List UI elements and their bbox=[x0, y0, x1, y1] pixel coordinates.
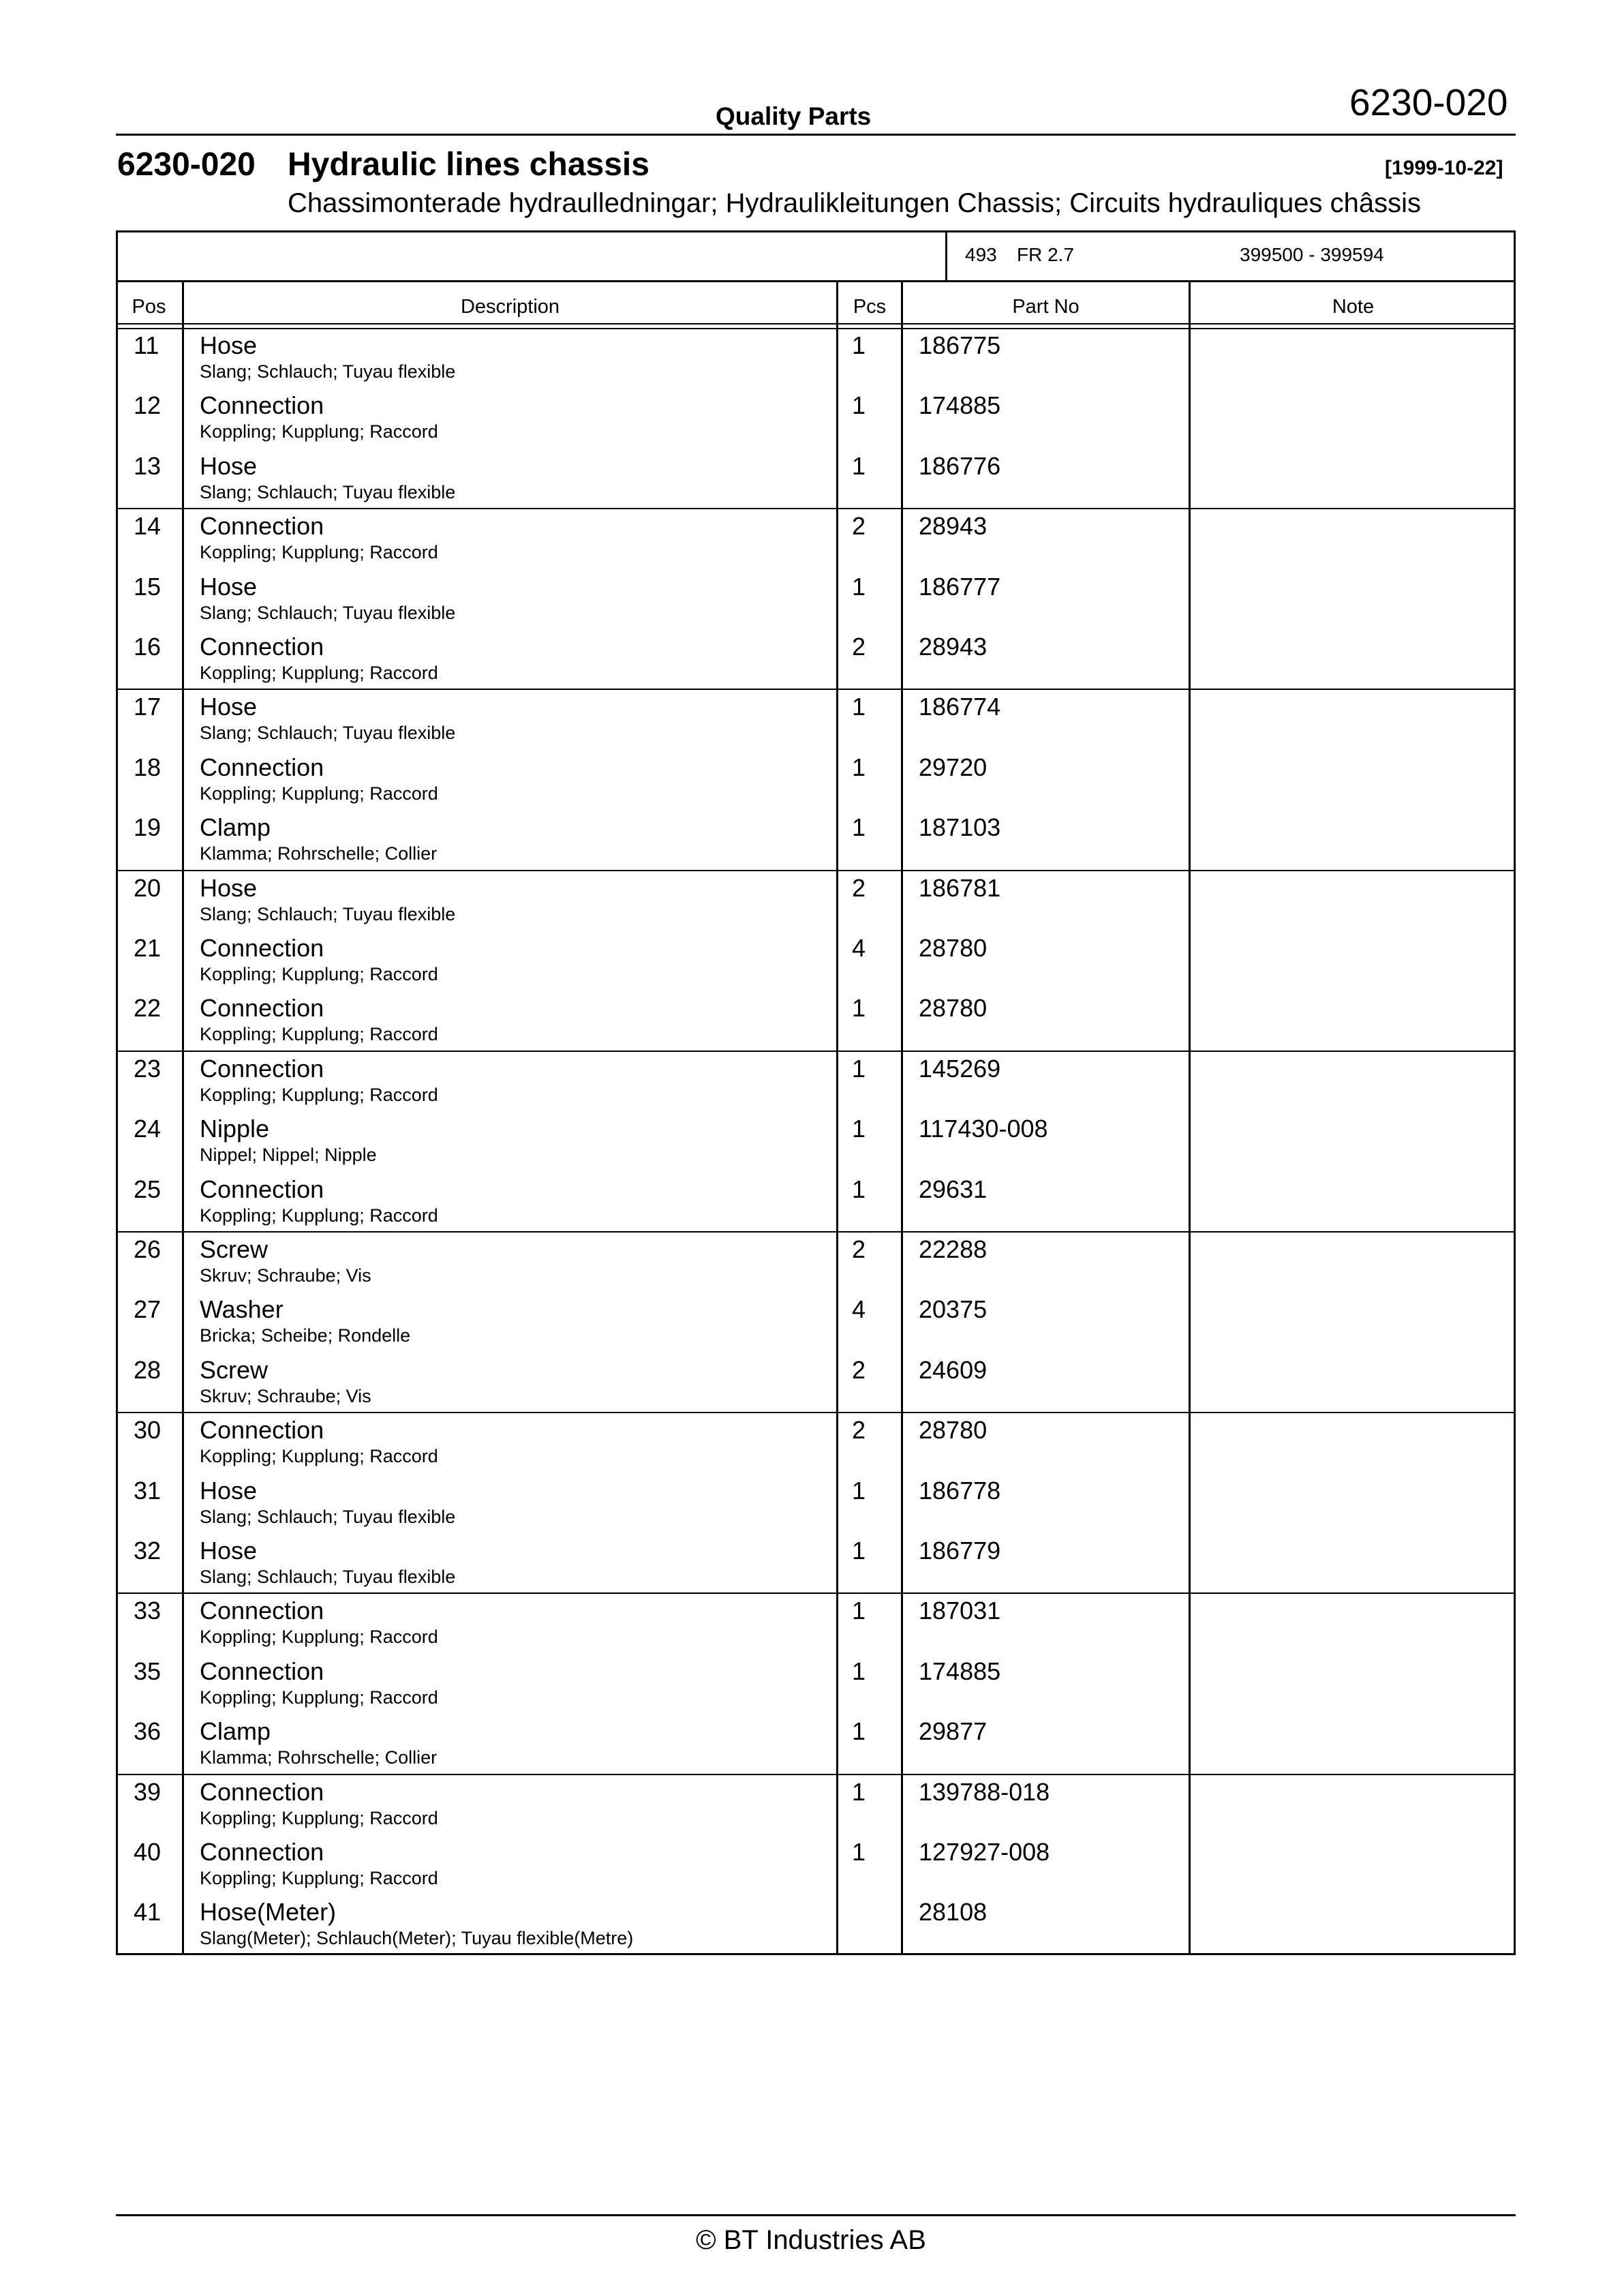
column-header-part-no: Part No bbox=[1012, 296, 1080, 318]
column-header-description: Description bbox=[460, 296, 560, 318]
row-pos: 18 bbox=[134, 753, 162, 781]
table-row bbox=[0, 813, 1622, 873]
row-pos: 22 bbox=[134, 994, 162, 1022]
row-translations: Koppling; Kupplung; Raccord bbox=[200, 663, 438, 683]
section-subtitle: Chassimonterade hydraulledningar; Hydraulikleitungen Chassis; Circuits hydrauliques châssis bbox=[288, 188, 1422, 218]
row-translations: Koppling; Kupplung; Raccord bbox=[200, 964, 438, 984]
row-translations: Nippel; Nippel; Nipple bbox=[200, 1145, 377, 1165]
row-pcs: 1 bbox=[852, 1477, 866, 1505]
row-pcs: 1 bbox=[852, 1175, 866, 1203]
row-translations: Koppling; Kupplung; Raccord bbox=[200, 1687, 438, 1708]
row-pos: 16 bbox=[134, 633, 162, 661]
row-pcs: 1 bbox=[852, 331, 866, 359]
table-row bbox=[0, 1295, 1622, 1355]
group-separator bbox=[116, 1592, 1516, 1594]
section-number: 6230-020 bbox=[117, 147, 256, 183]
row-translations: Slang; Schlauch; Tuyau flexible bbox=[200, 904, 456, 924]
row-pcs: 1 bbox=[852, 452, 866, 480]
row-part-no: 187031 bbox=[919, 1597, 1001, 1625]
row-translations: Koppling; Kupplung; Raccord bbox=[200, 1205, 438, 1226]
row-pcs: 2 bbox=[852, 874, 866, 902]
table-row bbox=[0, 1898, 1622, 1958]
header-doc-number: 6230-020 bbox=[1349, 81, 1508, 123]
row-description: Washer bbox=[200, 1295, 284, 1323]
row-description: Connection bbox=[200, 1597, 324, 1625]
row-pos: 20 bbox=[134, 874, 162, 902]
row-pcs: 1 bbox=[852, 813, 866, 841]
header-divider bbox=[116, 134, 1516, 136]
row-pos: 23 bbox=[134, 1055, 162, 1083]
header-row-rule bbox=[116, 328, 1516, 329]
row-pos: 31 bbox=[134, 1477, 162, 1505]
row-pos: 33 bbox=[134, 1597, 162, 1625]
row-pos: 30 bbox=[134, 1416, 162, 1444]
row-description: Hose(Meter) bbox=[200, 1898, 337, 1926]
table-row bbox=[0, 1115, 1622, 1175]
row-part-no: 186777 bbox=[919, 573, 1001, 601]
model-fr: FR 2.7 bbox=[1017, 244, 1075, 265]
row-pos: 24 bbox=[134, 1115, 162, 1143]
row-translations: Koppling; Kupplung; Raccord bbox=[200, 1024, 438, 1044]
row-pos: 14 bbox=[134, 512, 162, 540]
row-pos: 32 bbox=[134, 1537, 162, 1565]
row-pcs: 1 bbox=[852, 1838, 866, 1866]
row-part-no: 186781 bbox=[919, 874, 1001, 902]
row-part-no: 127927-008 bbox=[919, 1838, 1050, 1866]
row-description: Connection bbox=[200, 1778, 324, 1806]
table-row bbox=[0, 1175, 1622, 1235]
row-description: Clamp bbox=[200, 1717, 271, 1745]
row-translations: Koppling; Kupplung; Raccord bbox=[200, 542, 438, 562]
row-part-no: 145269 bbox=[919, 1055, 1001, 1083]
row-description: Connection bbox=[200, 1838, 324, 1866]
group-separator bbox=[116, 1774, 1516, 1775]
row-description: Hose bbox=[200, 573, 258, 601]
row-pcs: 1 bbox=[852, 391, 866, 419]
row-translations: Koppling; Kupplung; Raccord bbox=[200, 1085, 438, 1105]
row-pcs: 1 bbox=[852, 994, 866, 1022]
column-header-pcs: Pcs bbox=[853, 296, 887, 318]
row-translations: Koppling; Kupplung; Raccord bbox=[200, 1627, 438, 1647]
row-pos: 19 bbox=[134, 813, 162, 841]
row-part-no: 29720 bbox=[919, 753, 988, 781]
row-description: Connection bbox=[200, 753, 324, 781]
row-description: Connection bbox=[200, 633, 324, 661]
row-description: Connection bbox=[200, 391, 324, 419]
table-row bbox=[0, 1537, 1622, 1597]
row-part-no: 28780 bbox=[919, 1416, 988, 1444]
row-pcs: 2 bbox=[852, 633, 866, 661]
table-row bbox=[0, 1778, 1622, 1838]
row-pcs: 1 bbox=[852, 1537, 866, 1565]
row-description: Hose bbox=[200, 452, 258, 480]
row-description: Hose bbox=[200, 331, 258, 359]
group-separator bbox=[116, 508, 1516, 509]
row-pos: 17 bbox=[134, 693, 162, 721]
row-part-no: 186774 bbox=[919, 693, 1001, 721]
row-part-no: 186775 bbox=[919, 331, 1001, 359]
column-header-pos: Pos bbox=[132, 296, 166, 318]
row-description: Connection bbox=[200, 1657, 324, 1685]
row-pcs: 2 bbox=[852, 1416, 866, 1444]
row-part-no: 28943 bbox=[919, 512, 988, 540]
footer-copyright: © BT Industries AB bbox=[696, 2225, 926, 2255]
row-description: Screw bbox=[200, 1235, 269, 1263]
row-translations: Slang(Meter); Schlauch(Meter); Tuyau flexible(Metre) bbox=[200, 1928, 634, 1948]
row-pcs: 1 bbox=[852, 1597, 866, 1625]
row-pcs: 2 bbox=[852, 1235, 866, 1263]
row-pos: 28 bbox=[134, 1356, 162, 1384]
section-date: [1999-10-22] bbox=[1385, 157, 1503, 179]
row-translations: Koppling; Kupplung; Raccord bbox=[200, 421, 438, 442]
row-part-no: 117430-008 bbox=[919, 1115, 1048, 1143]
row-pcs: 1 bbox=[852, 1055, 866, 1083]
row-description: Screw bbox=[200, 1356, 269, 1384]
header-title: Quality Parts bbox=[716, 102, 872, 130]
row-description: Connection bbox=[200, 1175, 324, 1203]
table-row bbox=[0, 391, 1622, 451]
row-part-no: 186776 bbox=[919, 452, 1001, 480]
row-pos: 39 bbox=[134, 1778, 162, 1806]
row-translations: Klamma; Rohrschelle; Collier bbox=[200, 1747, 438, 1768]
table-row bbox=[0, 1416, 1622, 1476]
row-pcs: 2 bbox=[852, 1356, 866, 1384]
row-pcs: 1 bbox=[852, 1657, 866, 1685]
table-row bbox=[0, 1657, 1622, 1717]
table-row bbox=[0, 452, 1622, 512]
row-part-no: 187103 bbox=[919, 813, 1001, 841]
table-row bbox=[0, 1356, 1622, 1416]
row-pos: 12 bbox=[134, 391, 162, 419]
row-part-no: 139788-018 bbox=[919, 1778, 1050, 1806]
row-translations: Slang; Schlauch; Tuyau flexible bbox=[200, 1567, 456, 1587]
row-pcs: 1 bbox=[852, 1717, 866, 1745]
row-description: Hose bbox=[200, 1477, 258, 1505]
table-row bbox=[0, 994, 1622, 1054]
table-row bbox=[0, 1597, 1622, 1657]
row-pos: 27 bbox=[134, 1295, 162, 1323]
footer-divider bbox=[116, 2214, 1516, 2216]
row-translations: Skruv; Schraube; Vis bbox=[200, 1386, 371, 1406]
row-pos: 26 bbox=[134, 1235, 162, 1263]
row-pcs: 1 bbox=[852, 573, 866, 601]
row-part-no: 29877 bbox=[919, 1717, 988, 1745]
row-pcs: 1 bbox=[852, 1115, 866, 1143]
row-translations: Koppling; Kupplung; Raccord bbox=[200, 783, 438, 804]
row-description: Connection bbox=[200, 1055, 324, 1083]
row-part-no: 24609 bbox=[919, 1356, 988, 1384]
row-part-no: 28943 bbox=[919, 633, 988, 661]
row-part-no: 28780 bbox=[919, 934, 988, 962]
row-pcs: 1 bbox=[852, 1778, 866, 1806]
table-row bbox=[0, 633, 1622, 693]
table-row bbox=[0, 934, 1622, 994]
row-translations: Koppling; Kupplung; Raccord bbox=[200, 1808, 438, 1828]
row-description: Connection bbox=[200, 512, 324, 540]
row-part-no: 29631 bbox=[919, 1175, 988, 1203]
row-pos: 21 bbox=[134, 934, 162, 962]
column-header-note: Note bbox=[1332, 296, 1375, 318]
row-pos: 35 bbox=[134, 1657, 162, 1685]
row-translations: Slang; Schlauch; Tuyau flexible bbox=[200, 1507, 456, 1527]
row-translations: Koppling; Kupplung; Raccord bbox=[200, 1868, 438, 1888]
table-row bbox=[0, 753, 1622, 813]
row-description: Hose bbox=[200, 693, 258, 721]
row-pos: 11 bbox=[134, 331, 159, 359]
row-part-no: 20375 bbox=[919, 1295, 988, 1323]
table-row bbox=[0, 512, 1622, 572]
row-pos: 15 bbox=[134, 573, 162, 601]
row-pos: 41 bbox=[134, 1898, 162, 1926]
row-translations: Bricka; Scheibe; Rondelle bbox=[200, 1325, 411, 1346]
row-description: Connection bbox=[200, 994, 324, 1022]
row-part-no: 186778 bbox=[919, 1477, 1001, 1505]
row-pcs: 4 bbox=[852, 1295, 866, 1323]
table-row bbox=[0, 1055, 1622, 1115]
table-row bbox=[0, 1717, 1622, 1777]
table-row bbox=[0, 1838, 1622, 1898]
serial-range: 399500 - 399594 bbox=[1240, 244, 1384, 265]
row-pcs: 4 bbox=[852, 934, 866, 962]
row-pos: 40 bbox=[134, 1838, 162, 1866]
row-description: Hose bbox=[200, 874, 258, 902]
row-part-no: 186779 bbox=[919, 1537, 1001, 1565]
section-title: Hydraulic lines chassis bbox=[288, 147, 649, 183]
row-translations: Slang; Schlauch; Tuyau flexible bbox=[200, 603, 456, 623]
row-description: Hose bbox=[200, 1537, 258, 1565]
group-separator bbox=[116, 1412, 1516, 1413]
row-part-no: 28108 bbox=[919, 1898, 988, 1926]
row-translations: Klamma; Rohrschelle; Collier bbox=[200, 843, 438, 864]
row-pos: 36 bbox=[134, 1717, 162, 1745]
row-pcs: 2 bbox=[852, 512, 866, 540]
row-part-no: 174885 bbox=[919, 391, 1001, 419]
row-translations: Skruv; Schraube; Vis bbox=[200, 1265, 371, 1286]
row-part-no: 22288 bbox=[919, 1235, 988, 1263]
row-translations: Slang; Schlauch; Tuyau flexible bbox=[200, 723, 456, 743]
row-pcs: 1 bbox=[852, 753, 866, 781]
header-row-rule bbox=[116, 323, 1516, 324]
row-pcs: 1 bbox=[852, 693, 866, 721]
table-row bbox=[0, 1235, 1622, 1295]
row-part-no: 28780 bbox=[919, 994, 988, 1022]
row-description: Nipple bbox=[200, 1115, 270, 1143]
model-number: 493 bbox=[965, 244, 997, 265]
row-part-no: 174885 bbox=[919, 1657, 1001, 1685]
row-pos: 25 bbox=[134, 1175, 162, 1203]
table-row bbox=[0, 874, 1622, 934]
row-description: Connection bbox=[200, 934, 324, 962]
table-row bbox=[0, 331, 1622, 391]
row-description: Connection bbox=[200, 1416, 324, 1444]
model-info-divider bbox=[945, 230, 947, 282]
row-pos: 13 bbox=[134, 452, 162, 480]
group-separator bbox=[116, 870, 1516, 871]
table-row bbox=[0, 1477, 1622, 1537]
row-translations: Slang; Schlauch; Tuyau flexible bbox=[200, 361, 456, 382]
row-translations: Slang; Schlauch; Tuyau flexible bbox=[200, 482, 456, 502]
group-separator bbox=[116, 1231, 1516, 1233]
group-separator bbox=[116, 1051, 1516, 1052]
table-row bbox=[0, 573, 1622, 633]
group-separator bbox=[116, 689, 1516, 690]
row-description: Clamp bbox=[200, 813, 271, 841]
table-row bbox=[0, 693, 1622, 753]
row-translations: Koppling; Kupplung; Raccord bbox=[200, 1446, 438, 1466]
